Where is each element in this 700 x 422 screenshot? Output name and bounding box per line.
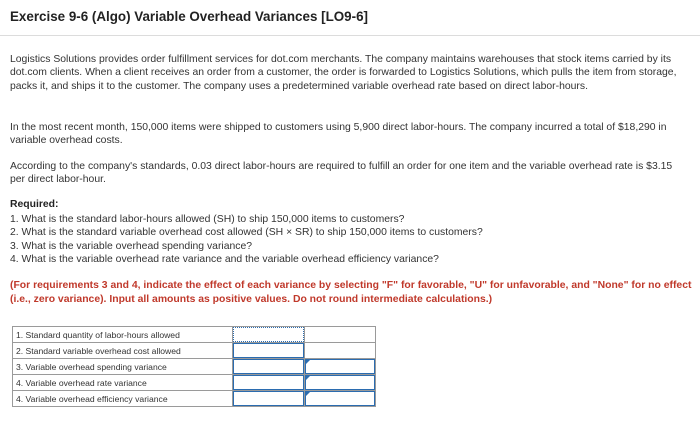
spending-variance-effect-select[interactable] <box>305 359 375 374</box>
table-row <box>13 359 376 375</box>
standard-cost-input-cell <box>233 343 305 359</box>
dropdown-indicator-icon <box>306 376 310 380</box>
spending-variance-input-cell <box>233 359 305 375</box>
dropdown-indicator-icon <box>306 360 310 364</box>
spending-variance-input[interactable] <box>233 359 304 374</box>
standard-hours-input-cell <box>233 327 305 343</box>
required-list <box>10 213 690 267</box>
required-item-3: 3. What is the variable overhead spending variance? <box>10 240 253 252</box>
efficiency-variance-effect-cell <box>305 391 376 407</box>
standard-cost-input[interactable] <box>233 343 304 358</box>
rate-variance-effect-cell <box>305 375 376 391</box>
rate-variance-effect-select[interactable] <box>305 375 375 390</box>
table-row <box>13 375 376 391</box>
problem-paragraph-2: In the most recent month, 150,000 items were shipped to customers using 5,900 direct labor-hours. The company incurred a total of $18,290 in variable overhead costs. <box>10 122 667 147</box>
row-label: 4. Variable overhead rate variance <box>13 375 233 391</box>
row-label: 4. Variable overhead efficiency variance <box>13 391 233 407</box>
required-item-1: 1. What is the standard labor-hours allowed (SH) to ship 150,000 items to customers? <box>10 214 405 225</box>
efficiency-variance-effect-select[interactable] <box>305 391 375 406</box>
standard-hours-input[interactable] <box>233 327 304 342</box>
spending-variance-effect-cell <box>305 359 376 375</box>
required-item-2: 2. What is the standard variable overhead cost allowed (SH × SR) to ship 150,000 items to customers? <box>10 227 483 239</box>
rate-variance-input-cell <box>233 375 305 391</box>
row-label: 1. Standard quantity of labor-hours allowed <box>13 327 233 343</box>
row-label: 2. Standard variable overhead cost allowed <box>13 343 233 359</box>
required-heading: Required: <box>10 199 59 210</box>
table-row <box>13 343 376 359</box>
efficiency-variance-input-cell <box>233 391 305 407</box>
empty-cell <box>305 327 376 343</box>
empty-cell <box>305 343 376 359</box>
table-row <box>13 391 376 407</box>
title-divider <box>0 35 700 36</box>
answer-table <box>12 326 376 407</box>
required-item-4: 4. What is the variable overhead rate variance and the variable overhead efficiency variance? <box>10 254 439 266</box>
dropdown-indicator-icon <box>306 392 310 396</box>
rate-variance-input[interactable] <box>233 375 304 390</box>
problem-paragraph-1: Logistics Solutions provides order fulfillment services for dot.com merchants. The company maintains warehouses that stock items carried by its dot.com clients. When a client receives an order from a customer, the order is forwarded to Logistics Solutions, which pulls the item from storage, packs it, and ships it to the customer. The company uses a predetermined variable overhead rate based on direct labor-hours. <box>10 54 677 92</box>
efficiency-variance-input[interactable] <box>233 391 304 406</box>
instruction-note: (For requirements 3 and 4, indicate the effect of each variance by selecting "F" for favorable, "U" for unfavorable, and "None" for no effect (i.e., zero variance). Input all amounts as positive values. Do not round intermediate calculations.) <box>10 280 692 305</box>
row-label: 3. Variable overhead spending variance <box>13 359 233 375</box>
page-title: Exercise 9-6 (Algo) Variable Overhead Variances [LO9-6] <box>10 9 368 24</box>
problem-paragraph-3: According to the company's standards, 0.03 direct labor-hours are required to fulfill an order for one item and the variable overhead rate is $3.15 per direct labor-hour. <box>10 161 673 186</box>
table-row <box>13 327 376 343</box>
